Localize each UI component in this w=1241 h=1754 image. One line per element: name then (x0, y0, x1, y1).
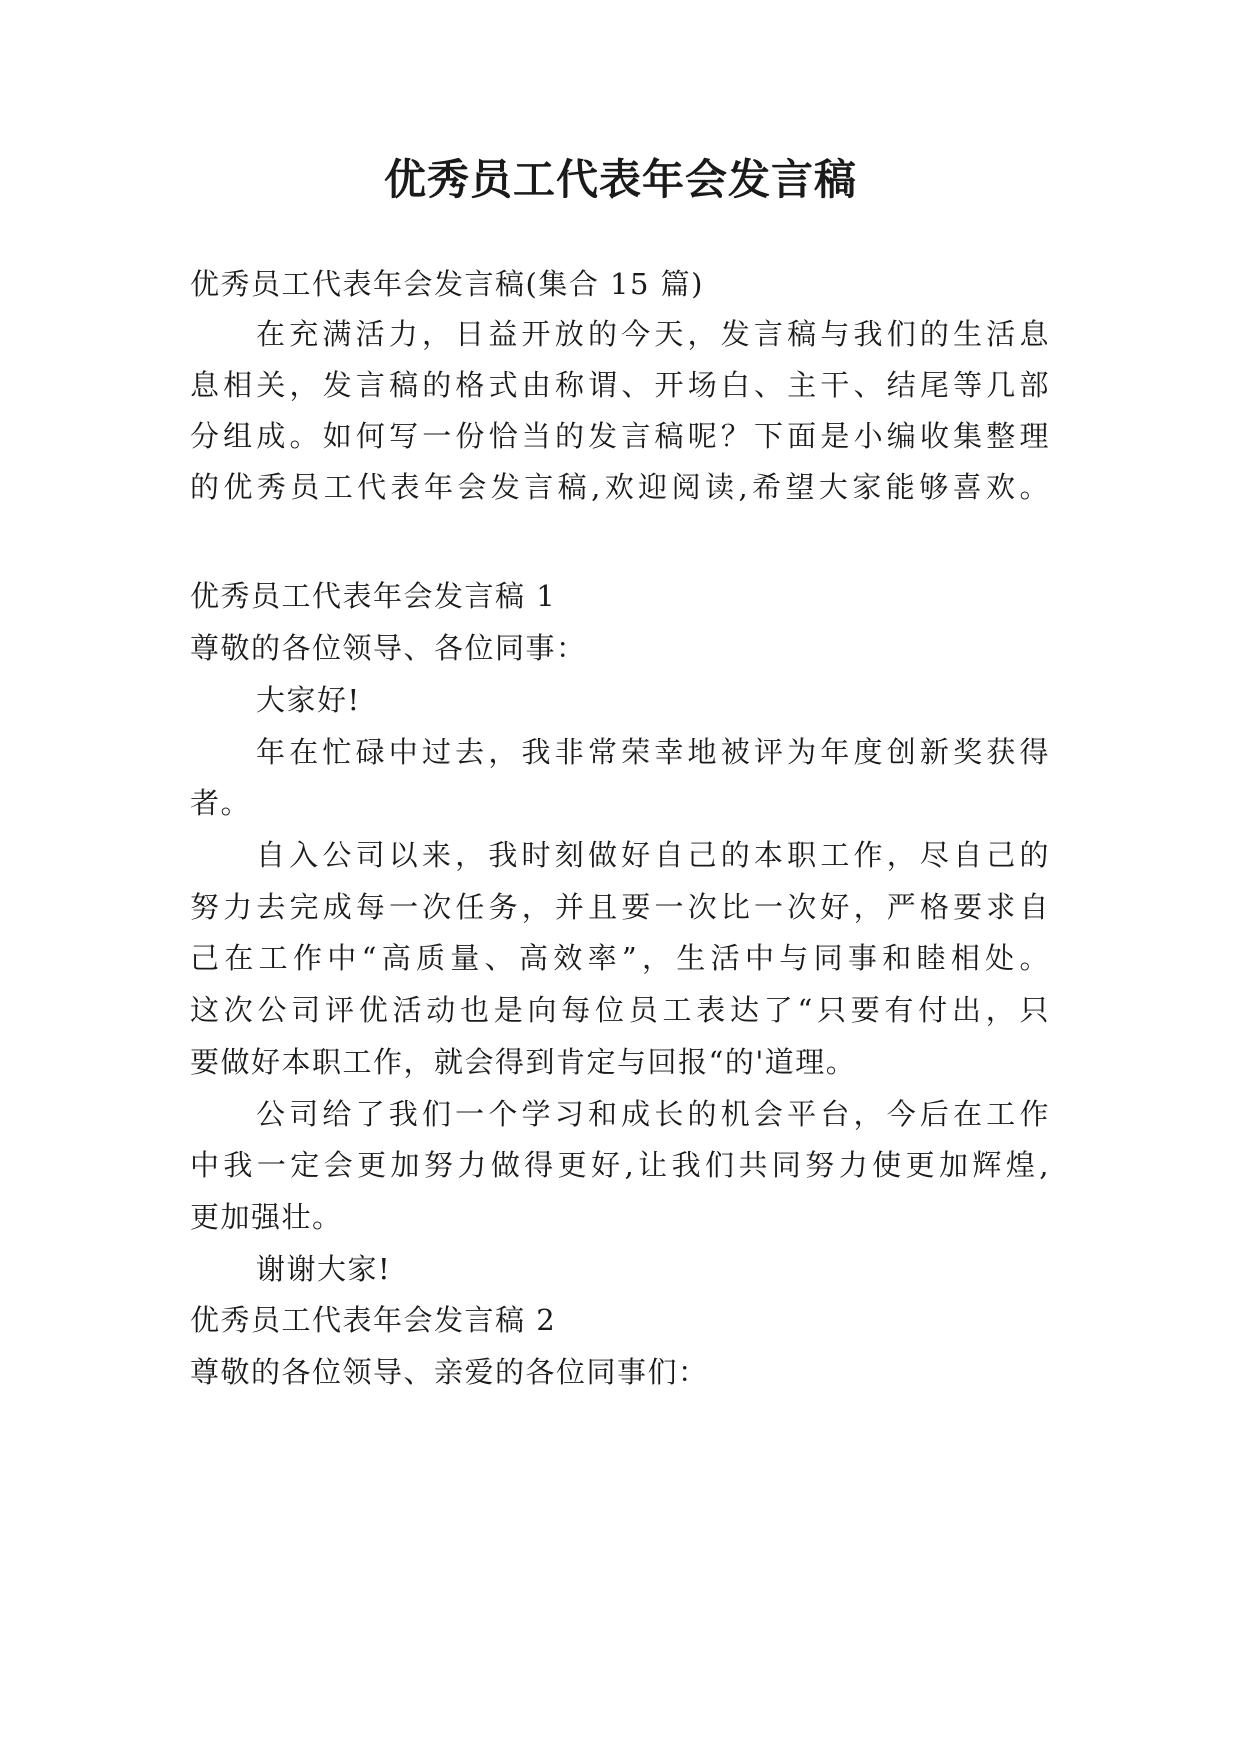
paragraph-line: 公司给了我们一个学习和成长的机会平台，今后在工作 (256, 1097, 1050, 1131)
paragraph-line: 这次公司评优活动也是向每位员工表达了“只要有付出，只 (190, 993, 1050, 1027)
paragraph-line: 己在工作中“高质量、高效率”，生活中与同事和睦相处。 (190, 941, 1050, 975)
paragraph-line: 要做好本职工作，就会得到肯定与回报“的'道理。 (190, 1045, 857, 1079)
paragraph-line: 更加强壮。 (190, 1200, 343, 1234)
greeting: 大家好! (256, 683, 361, 717)
section-heading: 优秀员工代表年会发言稿 1 (190, 579, 557, 613)
intro-line: 分组成。如何写一份恰当的发言稿呢？下面是小编收集整理 (190, 419, 1050, 453)
paragraph-line: 努力去完成每一次任务，并且要一次比一次好，严格要求自 (190, 890, 1050, 924)
paragraph-line: 者。 (190, 786, 252, 820)
paragraph-line: 自入公司以来，我时刻做好自己的本职工作，尽自己的 (256, 838, 1050, 872)
salutation: 尊敬的各位领导、各位同事： (190, 631, 587, 665)
closing-line: 谢谢大家! (256, 1252, 392, 1286)
salutation: 尊敬的各位领导、亲爱的各位同事们： (190, 1355, 709, 1389)
intro-line: 在充满活力，日益开放的今天，发言稿与我们的生活息 (256, 317, 1050, 351)
section-heading: 优秀员工代表年会发言稿 2 (190, 1303, 557, 1337)
paragraph-line: 中我一定会更加努力做得更好,让我们共同努力使更加辉煌, (190, 1148, 1050, 1182)
document-title: 优秀员工代表年会发言稿 (383, 155, 857, 204)
document-subtitle: 优秀员工代表年会发言稿(集合 15 篇) (190, 267, 704, 301)
paragraph-line: 年在忙碌中过去，我非常荣幸地被评为年度创新奖获得 (256, 735, 1050, 769)
intro-line: 息相关，发言稿的格式由称谓、开场白、主干、结尾等几部 (190, 368, 1050, 402)
intro-line: 的优秀员工代表年会发言稿,欢迎阅读,希望大家能够喜欢。 (190, 470, 1050, 504)
